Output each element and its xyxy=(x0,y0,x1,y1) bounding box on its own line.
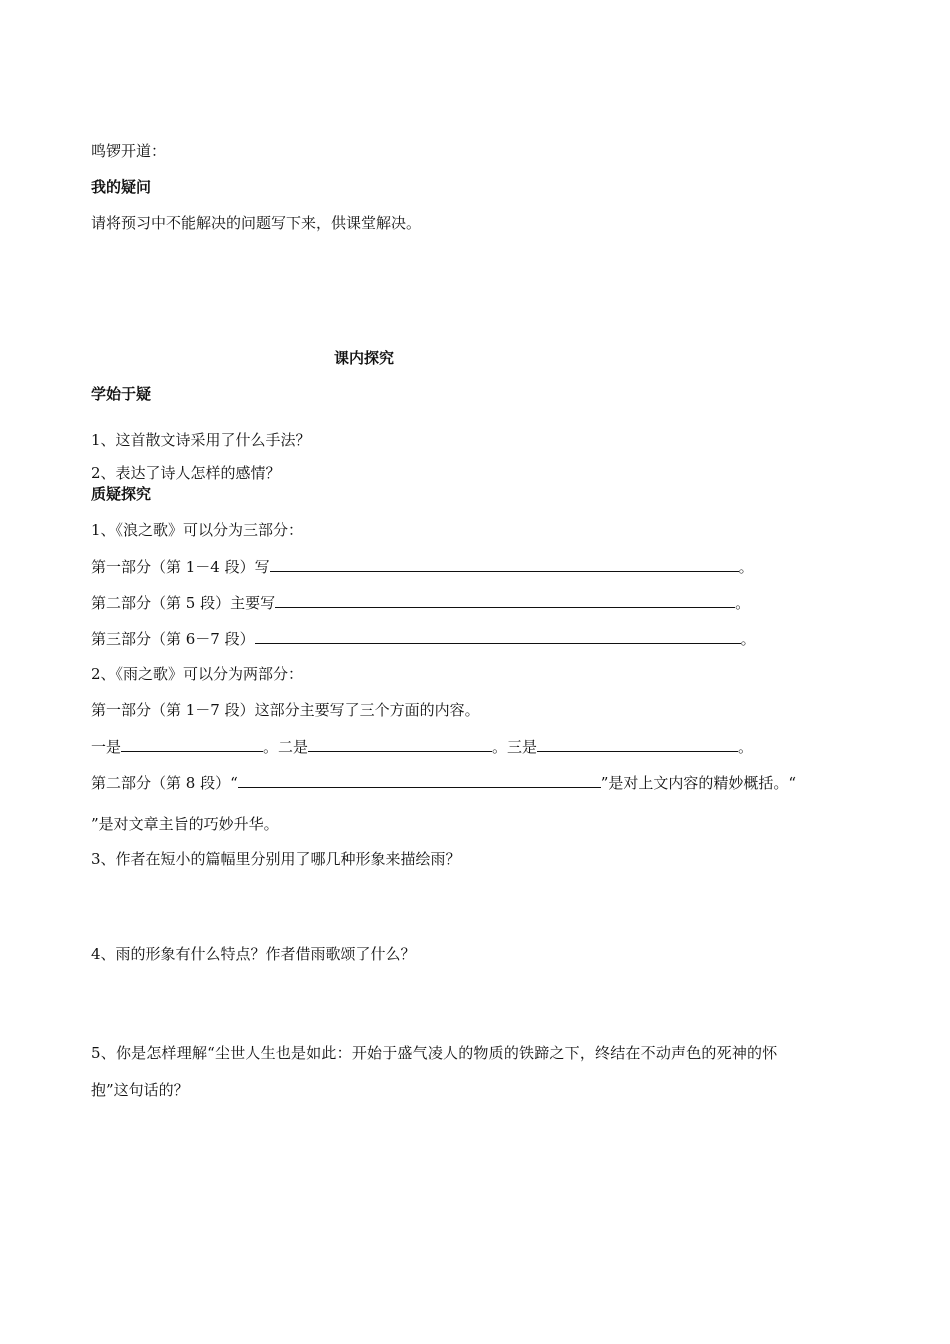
wave-part-2 xyxy=(91,592,750,613)
in-class-title: 课内探究 xyxy=(334,349,395,367)
question-2: 2、表达了诗人怎样的感情？ xyxy=(91,464,281,482)
three-is-label: 。三是 xyxy=(492,738,538,756)
wave-part-1 xyxy=(91,556,754,577)
rain-summary-blank[interactable] xyxy=(238,772,601,788)
wave-part-3-label: 第三部分（第 6－7 段） xyxy=(91,630,255,648)
question-5-line-2: 抱”这句话的？ xyxy=(91,1081,189,1099)
wave-part-2-label: 第二部分（第 5 段）主要写 xyxy=(91,594,276,612)
question-3: 3、作者在短小的篇幅里分别用了哪几种形象来描绘雨？ xyxy=(91,850,461,868)
question-5-line-1: 5、你是怎样理解“尘世人生也是如此：开始于盛气凌人的物质的铁蹄之下，终结在不动声色的死神的怀 xyxy=(91,1044,778,1062)
question-4: 4、雨的形象有什么特点？作者借雨歌颂了什么？ xyxy=(91,945,416,963)
one-is-label: 一是 xyxy=(91,738,122,756)
aspect-2-blank[interactable] xyxy=(308,736,492,752)
rain-part-2-end: ”是对文章主旨的巧妙升华。 xyxy=(91,815,279,833)
wave-part-3 xyxy=(91,628,756,649)
opening-label: 鸣锣开道： xyxy=(91,142,167,160)
rain-part-2 xyxy=(91,772,796,793)
rain-part-2-label: 第二部分（第 8 段）“ xyxy=(91,774,238,792)
question-1: 1、这首散文诗采用了什么手法？ xyxy=(91,431,311,449)
rain-three-aspects xyxy=(91,736,753,757)
two-is-label: 。二是 xyxy=(263,738,309,756)
explore-heading: 质疑探究 xyxy=(91,485,152,503)
end-mark: 。 xyxy=(738,738,754,756)
learn-heading: 学始于疑 xyxy=(91,385,152,403)
wave-part-3-blank[interactable] xyxy=(255,628,741,644)
rain-part-2-middle: ”是对上文内容的精妙概括。“ xyxy=(600,774,797,792)
rain-part-1: 第一部分（第 1－7 段）这部分主要写了三个方面的内容。 xyxy=(91,701,480,719)
end-mark: 。 xyxy=(738,558,754,576)
rain-song-intro: 2、《雨之歌》可以分为两部分： xyxy=(91,665,304,683)
wave-part-1-label: 第一部分（第 1－4 段）写 xyxy=(91,558,270,576)
aspect-1-blank[interactable] xyxy=(121,736,263,752)
wave-part-2-blank[interactable] xyxy=(275,592,735,608)
wave-song-intro: 1、《浪之歌》可以分为三部分： xyxy=(91,521,304,539)
my-questions-instruction: 请将预习中不能解决的问题写下来，供课堂解决。 xyxy=(91,214,422,232)
my-questions-heading: 我的疑问 xyxy=(91,178,152,196)
aspect-3-blank[interactable] xyxy=(537,736,738,752)
end-mark: 。 xyxy=(740,630,756,648)
wave-part-1-blank[interactable] xyxy=(270,556,739,572)
end-mark: 。 xyxy=(735,594,751,612)
